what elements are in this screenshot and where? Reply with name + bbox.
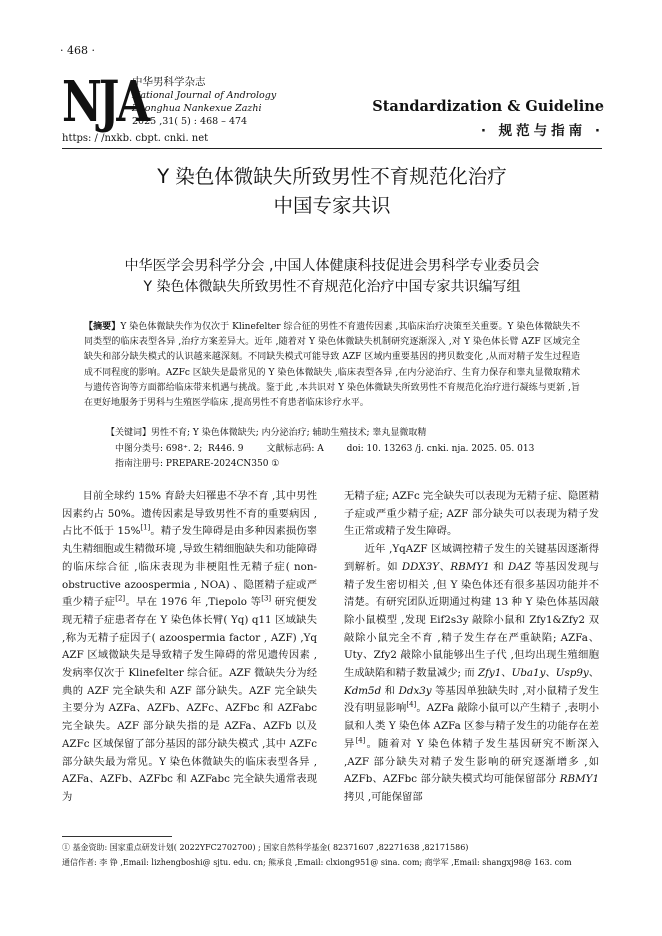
paragraph: 近年 ,YqAZF 区域调控精子发生的关键基因逐渐得到解析。如 DDX3Y、RBMY1 和 DAZ 等基因发现与精子发生密切相关 ,但 Y 染色体还有很多基因功能并不清楚。有研究团队近期通过构建 13 种 Y 染色体基因敲除小鼠模型 ,发现 Eif2s3y 敲除小鼠和 Zfy1&Zfy2 双敲除小鼠完全不育 ,精子发生存在严重缺陷; AZFa、Uty、Zfy2 敲除小鼠能够出生子代 ,但均出现生殖细胞生成缺陷和精子数量减少; 而 Zfy1、Uba1y、Usp9y、Kdm5d 和 Ddx3y 等基因单独缺失时 ,对小鼠精子发生没有明显影响[4]。AZFa 敲除小鼠可以产生精子 ,表明小鼠和人类 Y 染色体 AZFa 区参与精子发生的功能存在差异[4]。随着对 Y 染色体精子发生基因研究不断深入 ,AZF 部分缺失对精子发生影响的研究逐渐增多 ,如 AZFb、AZFbc 部分缺失模式均可能保留部分 RBMY1 拷贝 ,可能保留部 [344,543,600,803]
meta-line-1: 中图分类号: 698⁺. 2; R446. 9 文献标志码: A doi: 10. 13263 /j. cnki. nja. 2025. 05. 013 [115,444,535,454]
journal-name-en: National Journal of Andrology [132,90,277,101]
authors-line-2: Y 染色体微缺失所致男性不育规范化治疗中国专家共识编写组 [143,279,521,295]
paragraph: 目前全球约 15% 育龄夫妇罹患不孕不育 ,其中男性因素约占 50%。遗传因素是导致男性不育的重要病因 ,占比不低于 15%[1]。精子发生障碍是由多种因素损伤睾丸生精细胞或生精微环境 ,导致生精细胞缺失和功能障碍的临床综合征 ,临床表现为非梗阻性无精子症( non-obstructive azoospermia , NOA) 、隐匿精子症或严重少精子症[2]。早在 1976 年 ,Tiepolo 等[3] 研究便发现无精子症患者存在 Y 染色体长臂( Yq) q11 区域缺失 ,称为无精子症因子( azoospermia factor , AZF) ,Yq AZF 区域微缺失是导致精子发生障碍的常见遗传因素 ,发病率仅次于 Klinefelter 综合征。AZF 微缺失分为经典的 AZF 完全缺失和 AZF 部分缺失。AZF 完全缺失主要分为 AZFa、AZFb、AZFc、AZFbc 和 AZFabc 完全缺失。AZF 部分缺失指的是 AZFa、AZFb 以及 AZFc 区域保留了部分基因的部分缺失模式 ,其中 AZFc 部分缺失最为常见。Y 染色体微缺失的临床表型各异 , AZFa、AZFb、AZFbc 和 AZFabc 完全缺失通常表现为 [62,490,318,803]
journal-url[interactable]: https: / /nxkb. cbpt. cnki. net [62,133,209,144]
article-meta [115,442,534,472]
authors [62,256,602,298]
footnote [62,840,622,870]
journal-name-pinyin: Zhonghua Nankexue Zazhi [132,103,262,114]
body-column-left [62,488,317,807]
journal-logo: NJA [62,69,148,135]
section-en: Standardization & Guideline [372,98,604,115]
abstract-text: Y 染色体微缺失作为仅次于 Klinefelter 综合征的男性不育遗传因素 ,其临床治疗决策至关重要。Y 染色体微缺失不同类型的临床表型各异 ,治疗方案差异大。近年 ,随着对 Y 染色体微缺失机制研究逐渐深入 ,对 Y 染色体长臂 AZF 区域完全缺失和部分缺失模式的认识越来越深刻。不同缺失模式可能导致 AZF 区域内重要基因的拷贝数变化 ,从而对精子发生过程造成不同程度的影响。AZFc 区缺失是最常见的 Y 染色体微缺失 ,临床表型各异 ,在内分泌治疗、生育力保存和睾丸显微取精术与遗传咨询等方面都给临床带来机遇与挑战。鉴于此 ,本共识对 Y 染色体微缺失所致男性不育规范化治疗进行凝练与更新 ,旨在更好地服务于男科与生殖医学临床 ,提高男性不育患者临床诊疗水平。 [84,322,580,409]
keywords [106,426,576,441]
footnote-funding: ① 基金资助: 国家重点研发计划( 2022YFC2702700) ; 国家自然科学基金( 82371607 ,82271638 ,82171586) [62,843,469,852]
authors-line-1: 中华医学会男科学分会 ,中国人体健康科技促进会男科学专业委员会 [124,258,540,274]
footnote-correspondence: 通信作者: 李 铮 ,Email: lizhengboshi@ sjtu. edu. cn; 熊承良 ,Email: clxiong951@ sina. com; 商学军 ,Email: shangxj98@ 163. com [62,858,572,867]
paragraph: 无精子症; AZFc 完全缺失可以表现为无精子症、隐匿精子症或严重少精子症; AZF 部分缺失可以表现为精子发生正常或精子发生障碍。 [344,490,599,538]
section-header [372,98,604,139]
section-cn: · 规范与指南 · [480,123,604,139]
meta-line-2: 指南注册号: PREPARE-2024CN350 ① [115,459,280,469]
keywords-text: 男性不育; Y 染色体微缺失; 内分泌治疗; 辅助生殖技术; 睾丸显微取精 [151,428,427,438]
journal-info [132,76,276,128]
body-column-right [344,488,599,807]
article-title [62,162,602,220]
journal-citation: 2025 ,31( 5) : 468 – 474 [132,116,248,127]
header-rule [62,148,602,149]
title-line-2: 中国专家共识 [273,194,391,217]
title-line-1: Y 染色体微缺失所致男性不育规范化治疗 [157,165,507,188]
journal-name-cn: 中华男科学杂志 [132,76,206,88]
page-number: · 468 · [60,44,95,57]
abstract-label: 【摘要】 [84,322,121,332]
footnote-rule [62,836,172,837]
keywords-label: 【关键词】 [106,428,152,438]
abstract [84,320,580,411]
